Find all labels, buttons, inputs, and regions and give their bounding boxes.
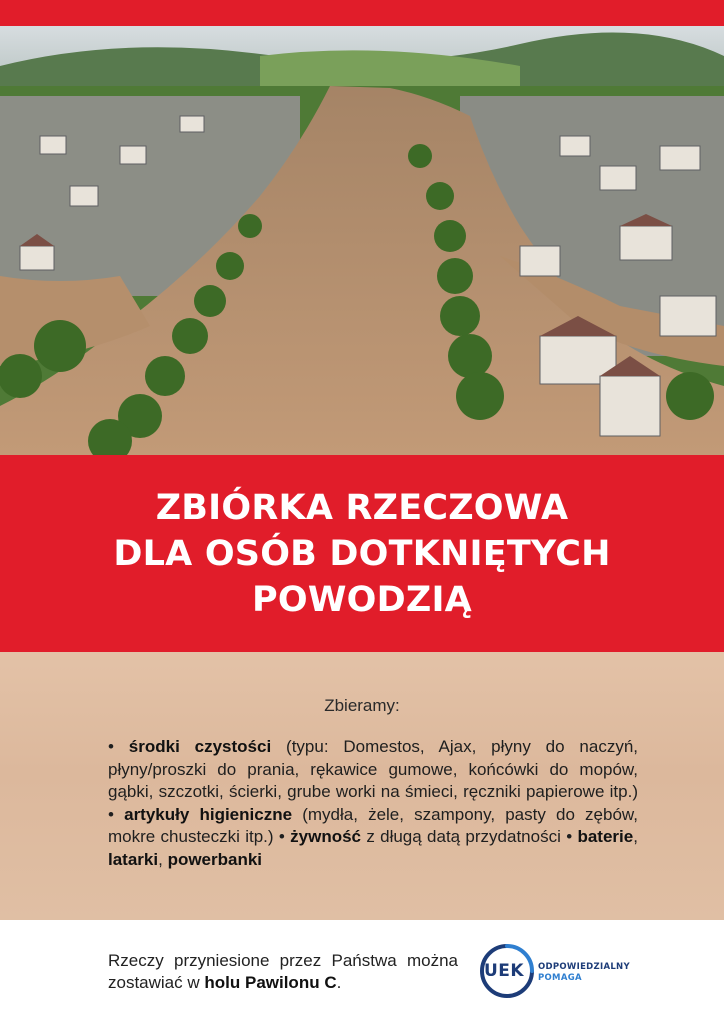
logo-tagline-1: ODPOWIEDZIALNY — [538, 962, 630, 972]
drop-off-text: Rzeczy przyniesione przez Państwa można zostawiać w — [108, 951, 458, 992]
drop-off-location: holu Pawilonu C — [204, 973, 337, 992]
item-hygiene-products-detail: (mydła, żele, szampony, pasty do zębów, mokre chusteczki itp.) — [108, 804, 638, 846]
item-hygiene-products: artykuły higieniczne — [124, 804, 293, 824]
collection-info — [0, 652, 724, 920]
main-title — [113, 485, 610, 623]
item-cleaning-products-detail: (typu: Domestos, Ajax, płyny do naczyń, płyny/proszki do prania, rękawice gumowe, końcówki do mopów, gąbki, szczotki, ścierki, grube worki na śmieci, ręczniki papierowe itp.) — [108, 737, 638, 801]
uek-logo — [478, 942, 638, 1002]
item-flashlights: latarki — [108, 849, 159, 869]
title-line-3: POWODZIĄ — [252, 579, 472, 620]
item-powerbanks: powerbanki — [167, 849, 263, 869]
separator: , — [158, 849, 163, 869]
flood-photo — [0, 26, 724, 455]
title-line-2: DLA OSÓB DOTKNIĘTYCH — [113, 533, 611, 574]
item-food-detail: z długą datą przydatności — [366, 827, 561, 846]
drop-off-period: . — [336, 973, 342, 992]
flood-photo-illustration — [0, 26, 724, 455]
item-batteries: baterie — [577, 827, 634, 846]
item-food: żywność — [290, 827, 361, 846]
separator: , — [633, 827, 638, 846]
drop-off-info — [108, 950, 458, 994]
footer — [0, 920, 724, 1024]
item-cleaning-products: środki czystości — [128, 737, 272, 756]
bullet: • — [108, 737, 114, 756]
collect-label: Zbieramy: — [324, 696, 400, 715]
top-red-strip — [0, 0, 724, 26]
title-line-1: ZBIÓRKA RZECZOWA — [155, 487, 569, 528]
bullet: • — [278, 827, 285, 846]
bullet: • — [108, 804, 114, 824]
logo-tagline-2: POMAGA — [538, 973, 582, 983]
uek-logo-text: UEK — [484, 961, 525, 981]
bullet: • — [566, 827, 573, 846]
title-banner — [0, 455, 724, 652]
collection-items-paragraph — [108, 736, 638, 871]
